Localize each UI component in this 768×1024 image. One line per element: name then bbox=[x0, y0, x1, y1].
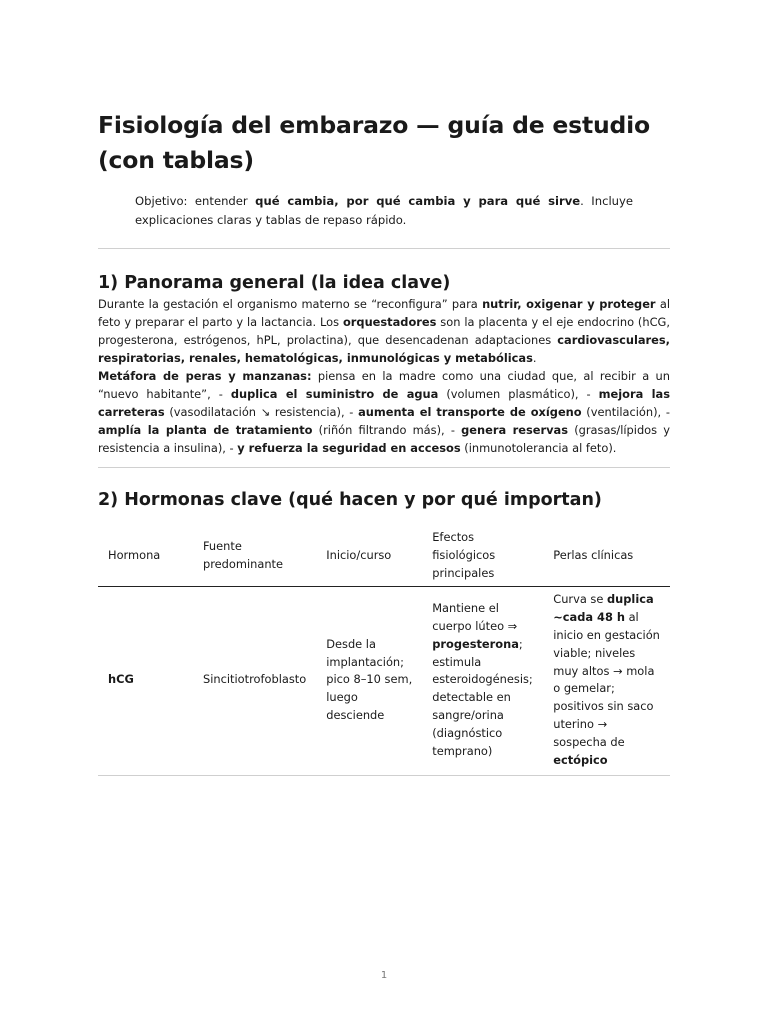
pearls-text-2: al inicio en gestación viable; niveles muy altos → mola o gemelar; positivos sin saco uterino → sospecha de bbox=[553, 610, 660, 749]
effects-bold-1: progesterona bbox=[432, 636, 519, 651]
overview-text-1: Durante la gestación el organismo materno se “reconfigura” para bbox=[98, 297, 483, 311]
metaphor-bold-4: aumenta el transporte de oxígeno bbox=[358, 405, 582, 419]
overview-bold-3: cardiovasculares, respiratorias, renales, hematológicas, inmunológicas y metabólicas bbox=[98, 333, 670, 365]
metaphor-text-7: (inmunotolerancia al feto). bbox=[460, 441, 617, 455]
overview-text-3: son la placenta y el eje endocrino (hCG, progesterona, estrógenos, hPL, prolactina), que desencadenan adaptaciones bbox=[98, 315, 670, 347]
divider bbox=[98, 248, 670, 249]
column-header-source: Fuente predominante bbox=[193, 529, 316, 587]
section1-heading: 1) Panorama general (la idea clave) bbox=[98, 273, 451, 293]
overview-text-2: al feto y preparar el parto y la lactancia. Los bbox=[98, 297, 670, 329]
metaphor-text-2: (volumen plasmático), - bbox=[438, 387, 599, 401]
metaphor-bold-2: duplica el suministro de agua bbox=[230, 387, 439, 401]
metaphor-text-3: (vasodilatación ↘ resistencia), - bbox=[164, 405, 359, 419]
metaphor-bold-6: genera reservas bbox=[461, 423, 569, 437]
hormone-name: hCG bbox=[108, 672, 134, 687]
column-header-course: Inicio/curso bbox=[316, 529, 422, 587]
metaphor-bold-7: y refuerza la seguridad en accesos bbox=[237, 441, 461, 455]
effects-text-1: Mantiene el cuerpo lúteo ⇒ bbox=[432, 601, 518, 634]
overview-bold-1: nutrir, oxigenar y proteger bbox=[482, 297, 656, 311]
document-title: Fisiología del embarazo — guía de estudio (con tablas) bbox=[98, 111, 650, 174]
pearls-bold-1: duplica ~cada 48 h bbox=[553, 592, 654, 625]
metaphor-bold-3: mejora las carreteras bbox=[98, 387, 671, 419]
cell-source: Sincitiotrofoblasto bbox=[193, 587, 316, 776]
pearls-text-1: Curva se bbox=[553, 592, 607, 607]
section2-heading: 2) Hormonas clave (qué hacen y por qué importan) bbox=[98, 490, 602, 510]
metaphor-bold-1: Metáfora de peras y manzanas: bbox=[98, 369, 312, 383]
overview-text-4: . bbox=[532, 351, 537, 365]
objective-text-2: . Incluye explicaciones claras y tablas de repaso rápido. bbox=[135, 194, 634, 227]
hormones-table bbox=[98, 529, 670, 776]
column-header-effects: Efectos fisiológicos principales bbox=[422, 529, 543, 587]
objective-bold-1: qué cambia, por qué cambia y para qué sirve bbox=[255, 194, 581, 208]
metaphor-paragraph bbox=[98, 367, 670, 457]
pearls-bold-2: ectópico bbox=[553, 752, 608, 767]
page-number: 1 bbox=[380, 970, 388, 981]
metaphor-text-4: (ventilación), - bbox=[581, 405, 670, 419]
overview-bold-2: orquestadores bbox=[342, 315, 437, 329]
table-row bbox=[98, 587, 670, 776]
divider bbox=[98, 467, 670, 468]
cell-course: Desde la implantación; pico 8–10 sem, luego desciende bbox=[316, 587, 422, 776]
overview-paragraph bbox=[98, 295, 670, 367]
column-header-pearls: Perlas clínicas bbox=[543, 529, 670, 587]
column-header-hormone: Hormona bbox=[98, 529, 193, 587]
cell-effects bbox=[422, 587, 543, 776]
table-header-row bbox=[98, 529, 670, 587]
metaphor-text-1: piensa en la madre como una ciudad que, al recibir a un “nuevo habitante”, - bbox=[98, 369, 670, 401]
objective-paragraph bbox=[135, 192, 633, 230]
cell-pearls bbox=[543, 587, 670, 776]
metaphor-text-5: (riñón filtrando más), - bbox=[312, 423, 462, 437]
document-page bbox=[98, 108, 670, 776]
cell-hormone bbox=[98, 587, 193, 776]
metaphor-bold-5: amplía la planta de tratamiento bbox=[98, 423, 313, 437]
objective-text-1: Objetivo: entender bbox=[135, 194, 256, 208]
effects-text-2: ; estimula esteroidogénesis; detectable en sangre/orina (diagnóstico temprano) bbox=[432, 636, 533, 758]
metaphor-text-6: (grasas/lípidos y resistencia a insulina), - bbox=[98, 423, 670, 455]
